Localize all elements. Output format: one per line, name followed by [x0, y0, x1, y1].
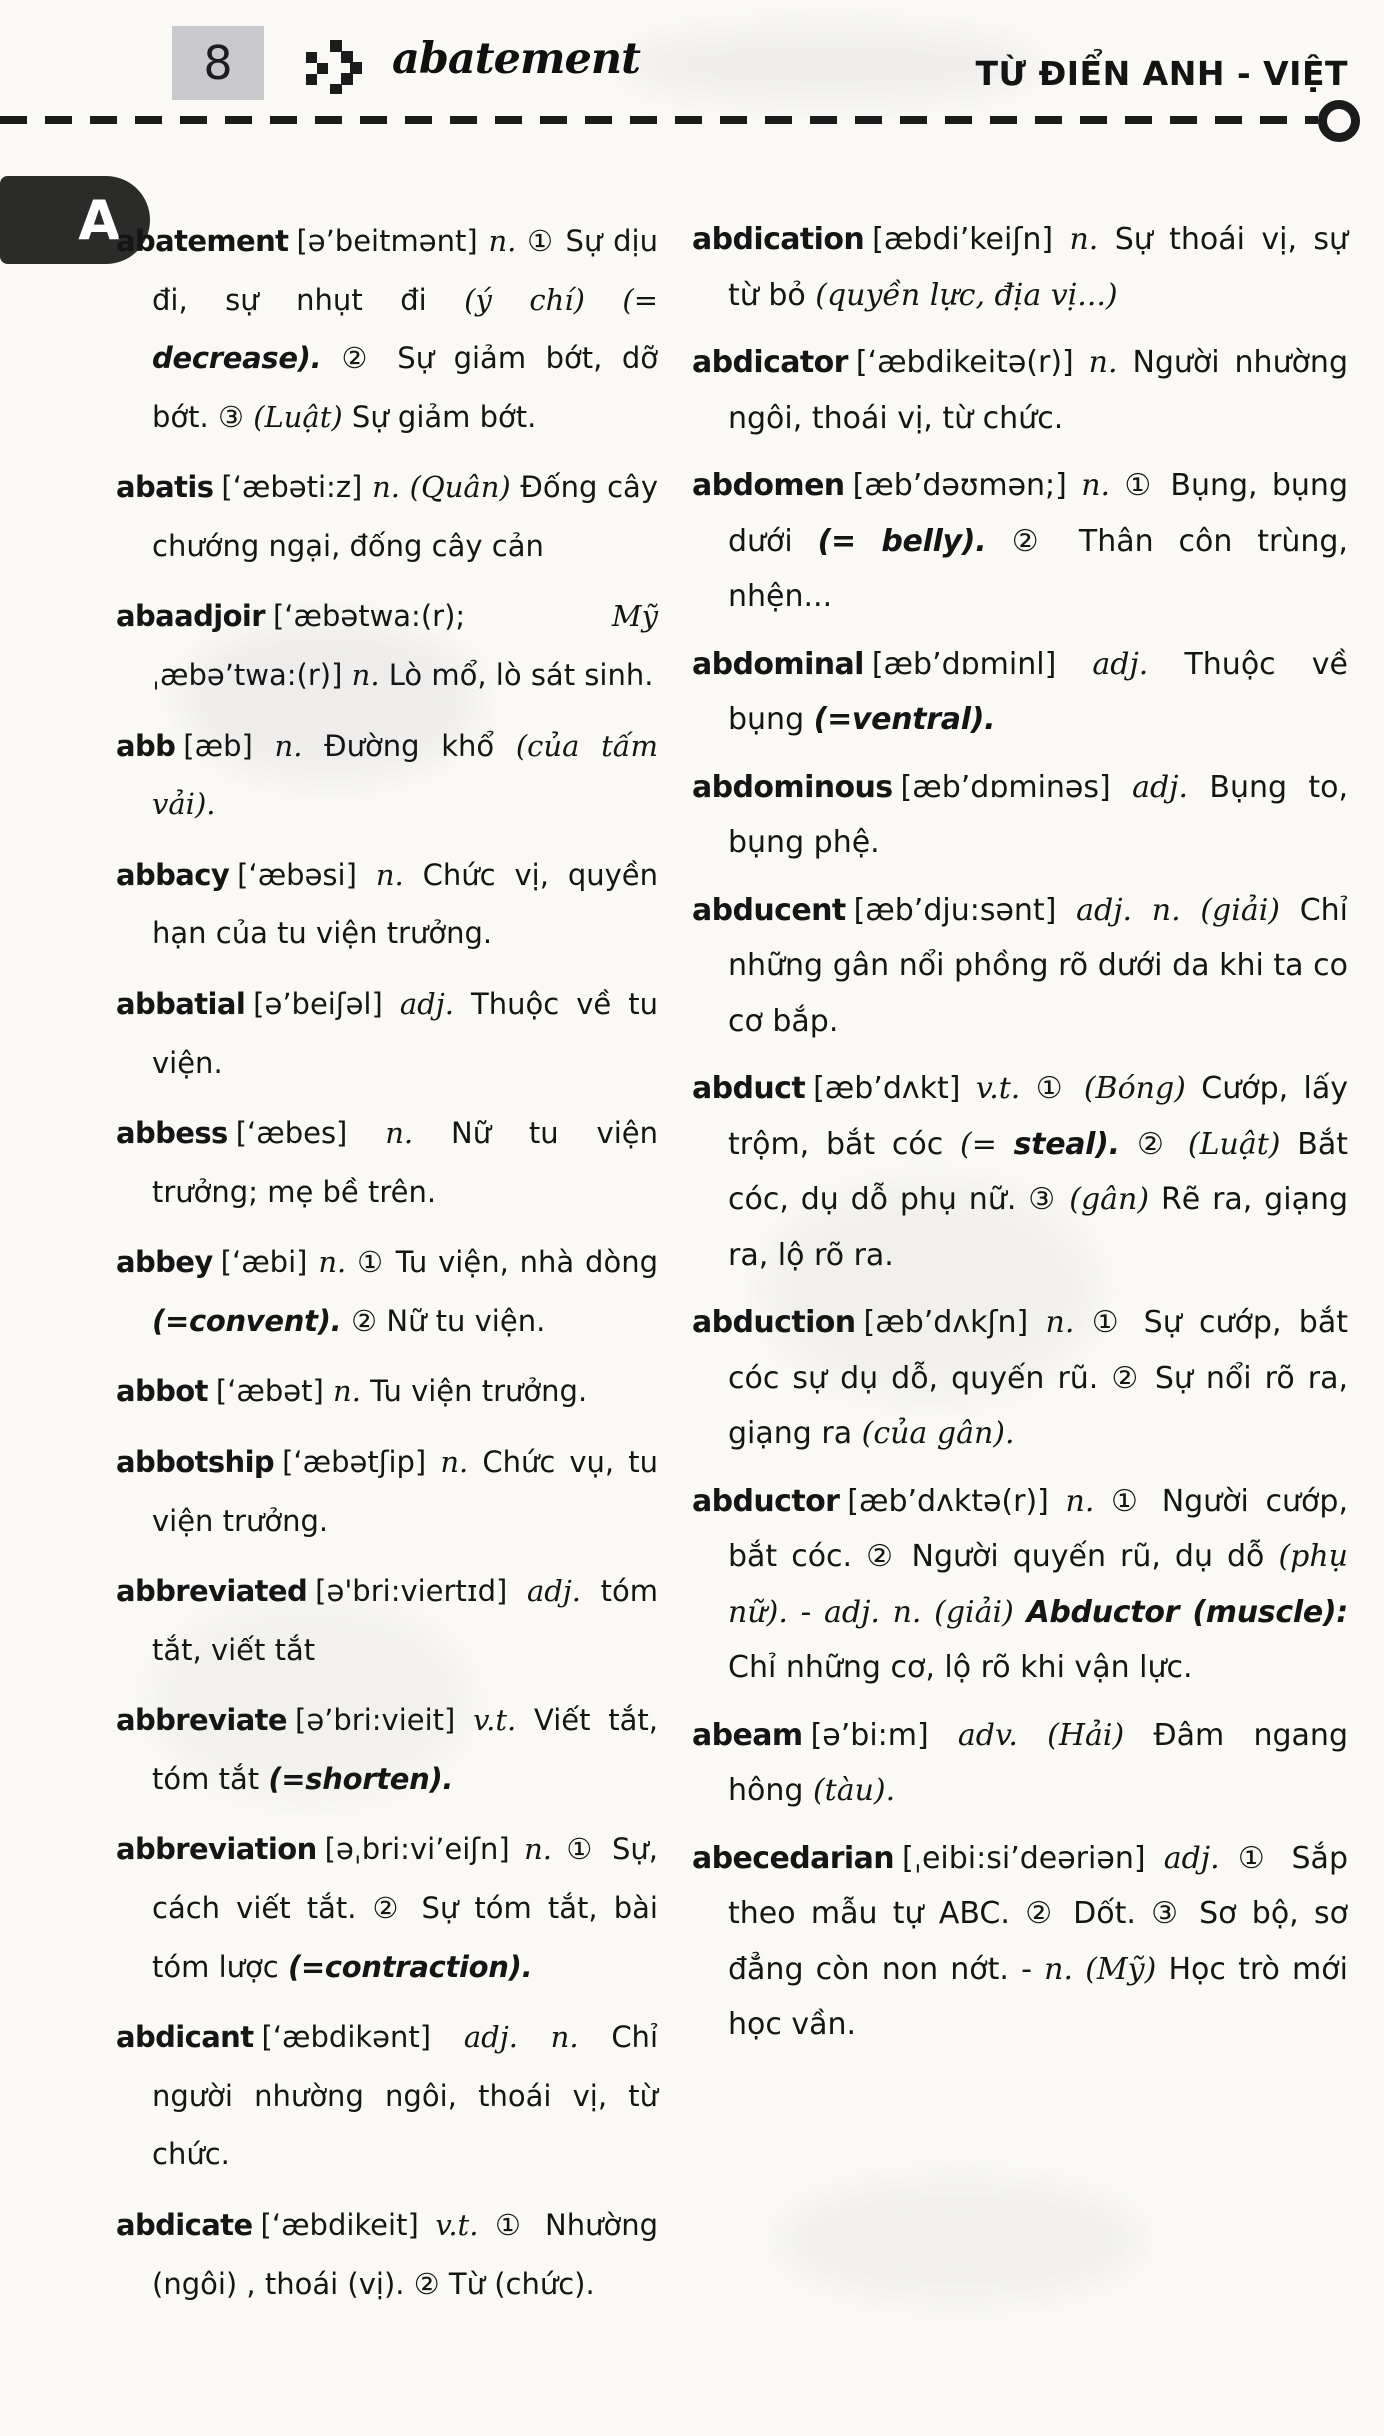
entry-segment-vi: Đâm ngang hông — [728, 1717, 1348, 1808]
headword: abbreviate — [116, 1703, 288, 1738]
entry-segment-vi: Chức vị, quyền hạn của tu viện trưởng. — [152, 857, 658, 951]
headword: abdicate — [116, 2207, 253, 2242]
entry-segment-pron: [‘æbi] — [220, 1245, 319, 1280]
entry-segment-it: (của tấm vải). — [152, 728, 658, 822]
dict-entry-abduction — [692, 1295, 1348, 1462]
entry-segment-vi: tóm tắt, viết tắt — [152, 1574, 658, 1667]
entry-segment-pron: [ə'bri:viertɪd] — [315, 1574, 527, 1609]
header-dashed-divider — [0, 116, 1318, 124]
entry-segment-pron: [‘æbəti:z] — [221, 470, 373, 505]
entry-segment-bi: decrease). — [152, 341, 342, 376]
headword: abbreviated — [116, 1574, 308, 1609]
entry-segment-vi: Bắt cóc, dụ dỗ phụ nữ. ③ — [728, 1126, 1348, 1217]
entry-segment-pos: n. — [333, 1374, 371, 1409]
dict-entry-abb — [116, 717, 658, 834]
headword: abbreviation — [116, 1832, 317, 1867]
headword: abductor — [692, 1483, 840, 1519]
entry-segment-pron: [‘æbət] — [215, 1374, 334, 1409]
section-tab-letter: A — [78, 188, 120, 252]
entry-segment-vi: Viết tắt, tóm tắt — [152, 1703, 658, 1796]
headword: abduction — [692, 1305, 856, 1340]
entry-segment-vi: Thuộc về tu viện. — [152, 986, 658, 1080]
entry-segment-pron: [‘æbdikeit] — [260, 2207, 436, 2242]
dict-entry-abdominous — [692, 760, 1348, 871]
dict-entry-abdominal — [692, 637, 1348, 748]
entry-segment-pos: v.t. — [473, 1703, 534, 1738]
entry-segment-pron: [æb’dju:sənt] — [853, 892, 1077, 928]
entry-segment-vi: ① Nhường (ngôi) , thoái (vị). ② Từ (chức). — [152, 2207, 658, 2301]
entry-segment-pron: [æb’dəʊmən;] — [852, 468, 1082, 503]
entry-segment-it: (ý chí) (= — [464, 282, 658, 317]
entry-segment-vi: ② Sự giảm bớt, dỡ bớt. ③ — [152, 341, 659, 434]
entry-segment-pron: [æbdi’keiʃn] — [872, 222, 1070, 257]
entry-segment-pron: [ə’bi:m] — [810, 1717, 958, 1753]
dict-entry-abducent — [692, 883, 1348, 1050]
entry-segment-it: (quyền lực, địa vị...) — [815, 277, 1118, 313]
entry-segment-bi: Abductor (muscle): — [1026, 1594, 1348, 1630]
dict-entry-abductor — [692, 1474, 1348, 1696]
headword: abdominal — [692, 646, 864, 682]
headword: abdication — [692, 222, 865, 257]
entry-segment-it: (giải) — [934, 1594, 1027, 1630]
entry-segment-pron: [æb’dʌkʃn] — [863, 1305, 1046, 1340]
entry-segment-bi: (=ventral). — [813, 702, 996, 737]
entry-segment-vi: Lò mổ, lò sát sinh. — [388, 658, 654, 693]
entry-segment-vi: Nữ tu viện trưởng; mẹ bề trên. — [152, 1116, 658, 1209]
headword: abatement — [116, 224, 289, 258]
entry-segment-vi: Người nhường ngôi, thoái vị, từ chức. — [728, 345, 1348, 436]
entry-segment-pos: n. — [488, 224, 528, 258]
entry-segment-it: Mỹ — [611, 599, 658, 634]
dict-entry-abdicant — [116, 2008, 658, 2184]
entry-segment-pron: ˌæbə’twa:(r)] — [152, 658, 352, 693]
entry-segment-vi: Chỉ những gân nổi phồng rõ dưới da khi ta co cơ bắp. — [728, 892, 1349, 1039]
right-column — [692, 212, 1348, 2325]
entry-segment-vi: Học trò mới học vần. — [728, 1951, 1348, 2042]
dict-entry-abdication — [692, 212, 1348, 323]
entry-segment-bi: (=convent). — [152, 1303, 352, 1338]
entry-segment-pos: n. — [318, 1245, 358, 1280]
entry-segment-vi: Rẽ ra, giạng ra, lộ rõ ra. — [728, 1182, 1349, 1273]
entry-segment-vi: ① Tu viện, nhà dòng — [357, 1245, 658, 1280]
double-chevron-blocks-icon — [306, 38, 362, 94]
entry-segment-vi: ② — [1137, 1126, 1188, 1162]
entry-segment-pos: adv. — [957, 1717, 1048, 1753]
headword: abecedarian — [692, 1840, 894, 1876]
entry-segment-bi: (=contraction). — [287, 1949, 533, 1984]
entry-segment-vi: ① Sự, cách viết tắt. ② Sự tóm tắt, bài tóm lược — [152, 1832, 658, 1984]
dict-entry-abbreviate — [116, 1691, 658, 1808]
entry-segment-pron: [æb’dʌktə(r)] — [847, 1483, 1066, 1519]
entry-segment-vi: ② Thân côn trùng, nhện... — [728, 523, 1348, 614]
dict-entry-abbot — [116, 1362, 658, 1421]
entry-segment-pos: adj. — [1163, 1840, 1238, 1876]
headword: abdicator — [692, 345, 848, 380]
entry-segment-pron: [ə’beiʃəl] — [253, 986, 400, 1021]
entry-segment-bi: steal). — [1013, 1126, 1138, 1162]
entry-segment-pos: adj. — [399, 986, 471, 1021]
dictionary-columns — [116, 212, 1348, 2325]
entry-segment-vi: ① Bụng, bụng dưới — [728, 468, 1348, 559]
dict-entry-abbess — [116, 1104, 658, 1221]
entry-segment-vi: Sự giảm bớt. — [351, 399, 537, 434]
dict-entry-abbey — [116, 1233, 658, 1350]
entry-segment-vi: Tu viện trưởng. — [370, 1374, 588, 1409]
entry-segment-pos: adj. n. — [824, 1594, 935, 1630]
entry-segment-pron: [‘æbətwa:(r); — [272, 599, 612, 634]
entry-segment-it: (gân) — [1069, 1182, 1161, 1217]
entry-segment-pos: n. — [524, 1832, 567, 1867]
page-number: 8 — [203, 36, 233, 90]
dict-entry-abduct — [692, 1061, 1348, 1283]
entry-segment-pos: n. — [1045, 1305, 1092, 1340]
entry-segment-pos: adj. — [1132, 769, 1210, 805]
entry-segment-vi: ① Sự cướp, bắt cóc sự dụ dỗ, quyến rũ. ② Sự nổi rõ ra, giạng ra — [728, 1305, 1348, 1451]
entry-segment-pos: n. — [385, 1116, 451, 1151]
dict-entry-abbreviated — [116, 1562, 658, 1679]
headword: abb — [116, 728, 176, 763]
entry-segment-it: (tàu). — [812, 1773, 896, 1808]
dict-entry-abbreviation — [116, 1820, 658, 1996]
entry-segment-it: (= — [960, 1126, 1014, 1162]
headword: abbess — [116, 1116, 228, 1151]
entry-segment-bi: (=shorten). — [268, 1761, 454, 1796]
headword: abbatial — [116, 986, 246, 1021]
entry-segment-pos: n. — [375, 857, 423, 892]
dict-entry-abdomen — [692, 458, 1348, 625]
headword: abduct — [692, 1071, 806, 1106]
entry-segment-pron: [æb] — [183, 728, 275, 763]
entry-segment-it: (phụ nữ). — [728, 1539, 1348, 1630]
dict-entry-abbotship — [116, 1433, 658, 1550]
entry-segment-pos: adj. — [1092, 646, 1185, 682]
entry-segment-pron: [æb’dɒminəs] — [900, 769, 1133, 805]
entry-segment-vi: ① Người cướp, bắt cóc. ② Người quyến rũ, dụ dỗ — [728, 1483, 1348, 1574]
entry-segment-vi: Thuộc về bụng — [728, 646, 1349, 737]
headword: abbotship — [116, 1444, 275, 1479]
headword: abdomen — [692, 468, 845, 503]
entry-segment-vi: ① Sự dịu đi, sự nhụt đi — [152, 224, 658, 317]
page-number-box — [172, 26, 264, 100]
entry-segment-pos: n. — [372, 470, 410, 505]
entry-segment-vi: ① Sắp theo mẫu tự ABC. ② Dốt. ③ Sơ bộ, sơ đẳng còn non nớt. - — [728, 1840, 1348, 1987]
entry-segment-it: (Luật) — [253, 399, 352, 434]
entry-segment-pron: [ˌeibi:si’deəriən] — [902, 1840, 1164, 1876]
entry-segment-pron: [əˌbri:vi’eiʃn] — [324, 1832, 525, 1867]
entry-segment-vi: Chỉ những cơ, lộ rõ khi vận lực. — [728, 1650, 1193, 1685]
headword: abdicant — [116, 2020, 254, 2055]
entry-segment-pos: v.t. — [435, 2207, 496, 2242]
entry-segment-pron: [‘æbətʃip] — [282, 1444, 441, 1479]
entry-segment-pos: v.t. — [975, 1071, 1036, 1106]
entry-segment-pron: [ə’bri:vieit] — [295, 1703, 474, 1738]
entry-segment-pos: adj. n. — [1076, 892, 1201, 928]
entry-segment-it: (Quân) — [409, 470, 521, 505]
entry-segment-it: (Luật) — [1187, 1126, 1298, 1162]
entry-segment-vi: Bụng to, bụng phệ. — [728, 769, 1349, 860]
headword: abeam — [692, 1717, 803, 1753]
entry-segment-pron: [‘æbdikeitə(r)] — [855, 345, 1089, 380]
guide-word: abatement — [392, 34, 640, 84]
headword: abducent — [692, 892, 846, 928]
entry-segment-vi: ① — [1035, 1071, 1084, 1106]
divider-end-ring-icon — [1318, 100, 1360, 142]
entry-segment-bi: (= belly). — [817, 523, 1012, 559]
entry-segment-it: (Bóng) — [1083, 1071, 1202, 1106]
entry-segment-it: (của gân). — [861, 1416, 1015, 1451]
entry-segment-pron: [‘æbəsi] — [237, 857, 376, 892]
entry-segment-vi: - — [800, 1594, 825, 1630]
headword: abbot — [116, 1374, 208, 1409]
entry-segment-vi: Chỉ người nhường ngôi, thoái vị, từ chức. — [152, 2020, 658, 2172]
headword: abatis — [116, 470, 214, 505]
entry-segment-vi: Cướp, lấy trộm, bắt cóc — [728, 1071, 1348, 1162]
dict-entry-abatement — [116, 212, 658, 446]
headword: abaadjoir — [116, 599, 265, 634]
entry-segment-pron: [‘æbes] — [235, 1116, 386, 1151]
entry-segment-it: (Mỹ) — [1085, 1951, 1169, 1987]
dict-entry-abbacy — [116, 846, 658, 963]
entry-segment-pron: [‘æbdikənt] — [261, 2020, 464, 2055]
entry-segment-vi: Sự thoái vị, sự từ bỏ — [728, 222, 1348, 313]
entry-segment-pron: [ə’beitmənt] — [296, 224, 489, 258]
dict-entry-abeam — [692, 1708, 1348, 1819]
entry-segment-it: (giải) — [1200, 892, 1300, 928]
entry-segment-pos: n. — [1069, 222, 1115, 257]
entry-segment-pos: n. — [274, 728, 325, 763]
dict-entry-abecedarian — [692, 1831, 1348, 2053]
dict-entry-abaadjoir — [116, 587, 658, 704]
entry-segment-pos: n. — [1065, 1483, 1112, 1519]
entry-segment-vi: Đường khổ — [324, 728, 516, 763]
entry-segment-pos: n. — [1044, 1951, 1086, 1987]
entry-segment-pos: adj. n. — [463, 2020, 612, 2055]
entry-segment-pron: [æb’dɒminl] — [871, 646, 1093, 682]
left-column — [116, 212, 658, 2325]
entry-segment-pos: n. — [440, 1444, 483, 1479]
dict-entry-abbatial — [116, 975, 658, 1092]
entry-segment-vi: Đống cây chướng ngại, đống cây cản — [152, 470, 658, 563]
entry-segment-pron: [æb’dʌkt] — [813, 1071, 976, 1106]
dictionary-title: TỪ ĐIỂN ANH - VIỆT — [975, 54, 1348, 93]
headword: abdominous — [692, 769, 893, 805]
dict-entry-abdicate — [116, 2196, 658, 2313]
entry-segment-vi: Chức vụ, tu viện trưởng. — [152, 1444, 658, 1538]
entry-segment-it: (Hải) — [1047, 1717, 1154, 1753]
entry-segment-pos: n. — [1088, 345, 1133, 380]
entry-segment-vi: ② Nữ tu viện. — [351, 1303, 546, 1338]
entry-segment-pos: adj. — [526, 1574, 601, 1609]
dict-entry-abdicator — [692, 335, 1348, 446]
headword: abbey — [116, 1245, 213, 1280]
entry-segment-pos: n. — [1081, 468, 1125, 503]
entry-segment-pos: n. — [351, 658, 389, 693]
headword: abbacy — [116, 857, 230, 892]
dict-entry-abatis — [116, 458, 658, 575]
